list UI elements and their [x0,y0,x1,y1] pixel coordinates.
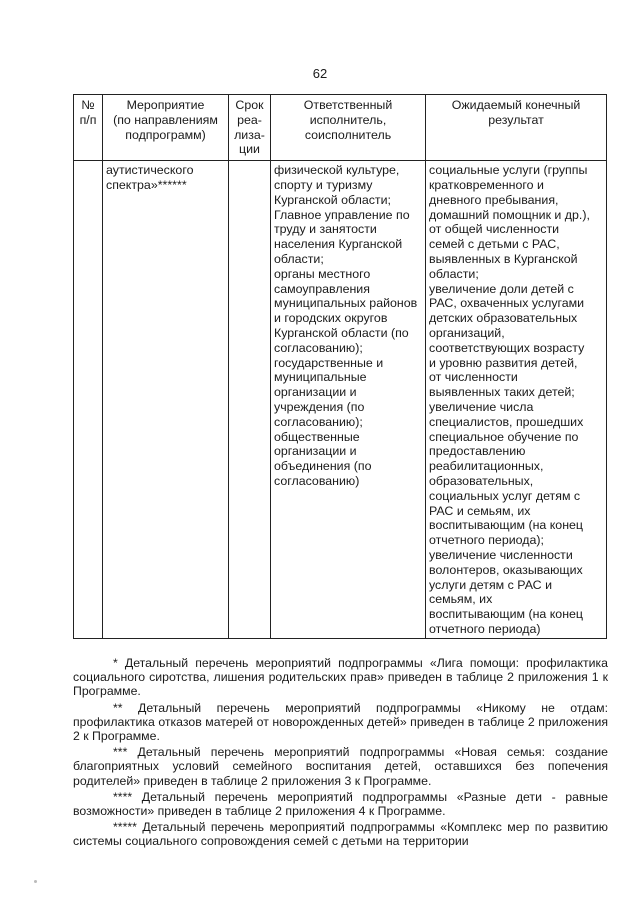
footnotes [73,656,608,851]
cell-line: соответствующих возрасту [429,340,585,355]
cell-line: согласованию) [274,473,360,488]
cell-line: увеличение численности [429,547,573,562]
cell-line: увеличение доли детей с [429,281,574,296]
cell-line: организации и [274,444,357,459]
cell-line: муниципальных районов [274,296,418,311]
footnote-4: **** Детальный перечень мероприятий подпрограммы «Разные дети - равные возможности» приведен в таблице 2 приложения 4 к Программе. [73,789,608,819]
cell-line: воспитывающим (на конец [429,518,584,533]
cell-line: муниципальные [274,370,367,385]
cell-line: отчетного периода) [429,621,541,636]
cell-line: Курганской области (по [274,325,409,340]
cell-line: органы местного [274,266,371,281]
header-executor: Ответственный исполнитель, соисполнитель [271,95,426,161]
scan-artifact [34,880,37,883]
cell-line: волонтеров, оказывающих [429,562,583,577]
cell-line: реабилитационных, [429,459,544,474]
cell-line: дневного пребывания, [429,192,559,207]
cell-line: Главное управление по [274,207,410,222]
cell-activity [103,161,229,639]
cell-line: физической культуре, [274,163,400,178]
footnote-5: ***** Детальный перечень мероприятий подпрограммы «Комплекс мер по развитию системы социального сопровождения семей с детьми на территории [73,820,608,849]
cell-line: выявленных таких детей; [429,385,575,400]
cell-line: РАС и семьям, их [429,503,531,518]
cell-result [426,161,607,639]
cell-line: и городских округов [274,311,388,326]
cell-line: общественные [274,429,360,444]
page-number: 62 [312,66,328,81]
cell-line: объединения (по [274,459,372,474]
cell-line: труду и занятости [274,222,377,237]
table-row [74,161,607,639]
cell-line: увеличение числа [429,399,534,414]
header-result: Ожидаемый конечный результат [426,95,607,161]
cell-executor [271,161,426,639]
cell-term [229,161,271,639]
cell-line: специалистов, прошедших [429,414,584,429]
cell-line: социальные услуги (группы [429,163,588,178]
cell-line: социальных услуг детям с [429,488,581,503]
cell-line: домашний помощник и др.), [429,207,590,222]
cell-line: государственные и [274,355,384,370]
footnote-3: *** Детальный перечень мероприятий подпрограммы «Новая семья: создание благоприятных условий семейного воспитания детей, оставшихся без попечения родителей» приведен в таблице 2 приложения 3 к Программе. [73,745,608,788]
cell-line: от общей численности [429,222,560,237]
cell-line: населения Курганской [274,237,403,252]
cell-line: самоуправления [274,281,370,296]
cell-line: воспитывающим (на конец [429,607,584,622]
cell-line: семьям, их [429,592,493,607]
cell-line: организаций, [429,325,505,340]
cell-line: детских образовательных [429,311,578,326]
footnote-2: ** Детальный перечень мероприятий подпрограммы «Никому не отдам: профилактика отказов матерей от новорожденных детей» приведен в таблице 2 приложения 2 к Программе. [73,700,608,744]
cell-line: организации и [274,385,357,400]
table-header-row [74,95,607,161]
cell-line: РАС, охваченных услугами [429,296,585,311]
header-term: Срок реа- лиза- ции [229,95,271,161]
cell-line: семей с детьми с РАС, [429,237,560,252]
cell-number [74,161,103,639]
cell-line: выявленных в Курганской [429,251,578,266]
cell-line: области; [429,266,479,281]
cell-line: спорту и туризму [274,177,373,192]
cell-line: учреждения (по [274,399,365,414]
header-number: № п/п [74,95,103,161]
cell-line: кратковременного и [429,177,544,192]
footnote-1: * Детальный перечень мероприятий подпрограммы «Лига помощи: профилактика социального сиротства, лишения родительских прав» приведен в таблице 2 приложения 1 к Программе. [73,656,608,699]
header-activity: Мероприятие (по направлениям подпрограмм) [103,95,229,161]
cell-line: согласованию); [274,340,363,355]
cell-line: специальное обучение по [429,429,579,444]
cell-line: отчетного периода); [429,533,544,548]
cell-line: Курганской области; [274,192,391,207]
cell-line: образовательных, [429,473,534,488]
cell-line: и уровню развития детей, [429,355,578,370]
cell-line: аутистического [106,163,194,178]
measures-table [73,94,607,639]
cell-line: услуги детям с РАС и [429,577,552,592]
cell-line: спектра»****** [106,177,187,192]
cell-line: согласованию); [274,414,363,429]
cell-line: от численности [429,370,518,385]
cell-line: области; [274,251,324,266]
cell-line: предоставлению [429,444,526,459]
